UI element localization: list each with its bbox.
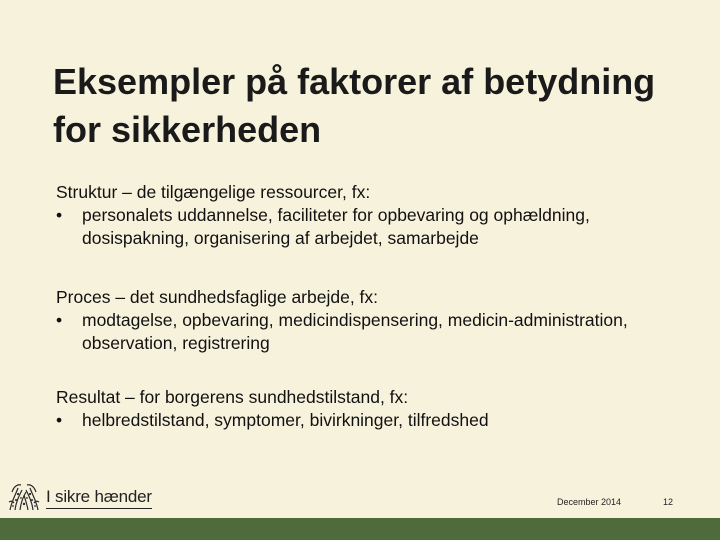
bullet-text: personalets uddannelse, faciliteter for opbevaring og ophældning, dosispakning, organisering af arbejdet, samarbejde [82,205,590,248]
slide-title: Eksempler på faktorer af betydning for sikkerheden [53,61,656,150]
section-heading: Proces – det sundhedsfaglige arbejde, fx: [56,287,379,307]
bullet-dot: • [56,310,63,330]
footer-date: December 2014 [557,497,622,507]
section-proces [56,286,696,355]
bullet-text: modtagelse, opbevaring, medicindispensering, medicin-administration, observation, registrering [82,310,628,353]
section-resultat [56,386,696,432]
section-heading: Resultat – for borgerens sundhedstilstand, fx: [56,387,409,407]
bullet-dot: • [56,410,63,430]
bullet-dot: • [56,205,63,225]
bullet-item [56,309,696,355]
section-heading: Struktur – de tilgængelige ressourcer, fx: [56,182,371,202]
bullet-text: helbredstilstand, symptomer, bivirkninger, tilfredshed [82,410,489,430]
page-number: 12 [663,497,674,507]
bullet-item [56,409,696,432]
section-struktur [56,181,696,250]
footer-bar [0,518,720,540]
hands-logo-icon [6,480,42,516]
logo-text: I sikre hænder [46,487,152,509]
bullet-item [56,204,696,250]
logo [6,480,152,516]
